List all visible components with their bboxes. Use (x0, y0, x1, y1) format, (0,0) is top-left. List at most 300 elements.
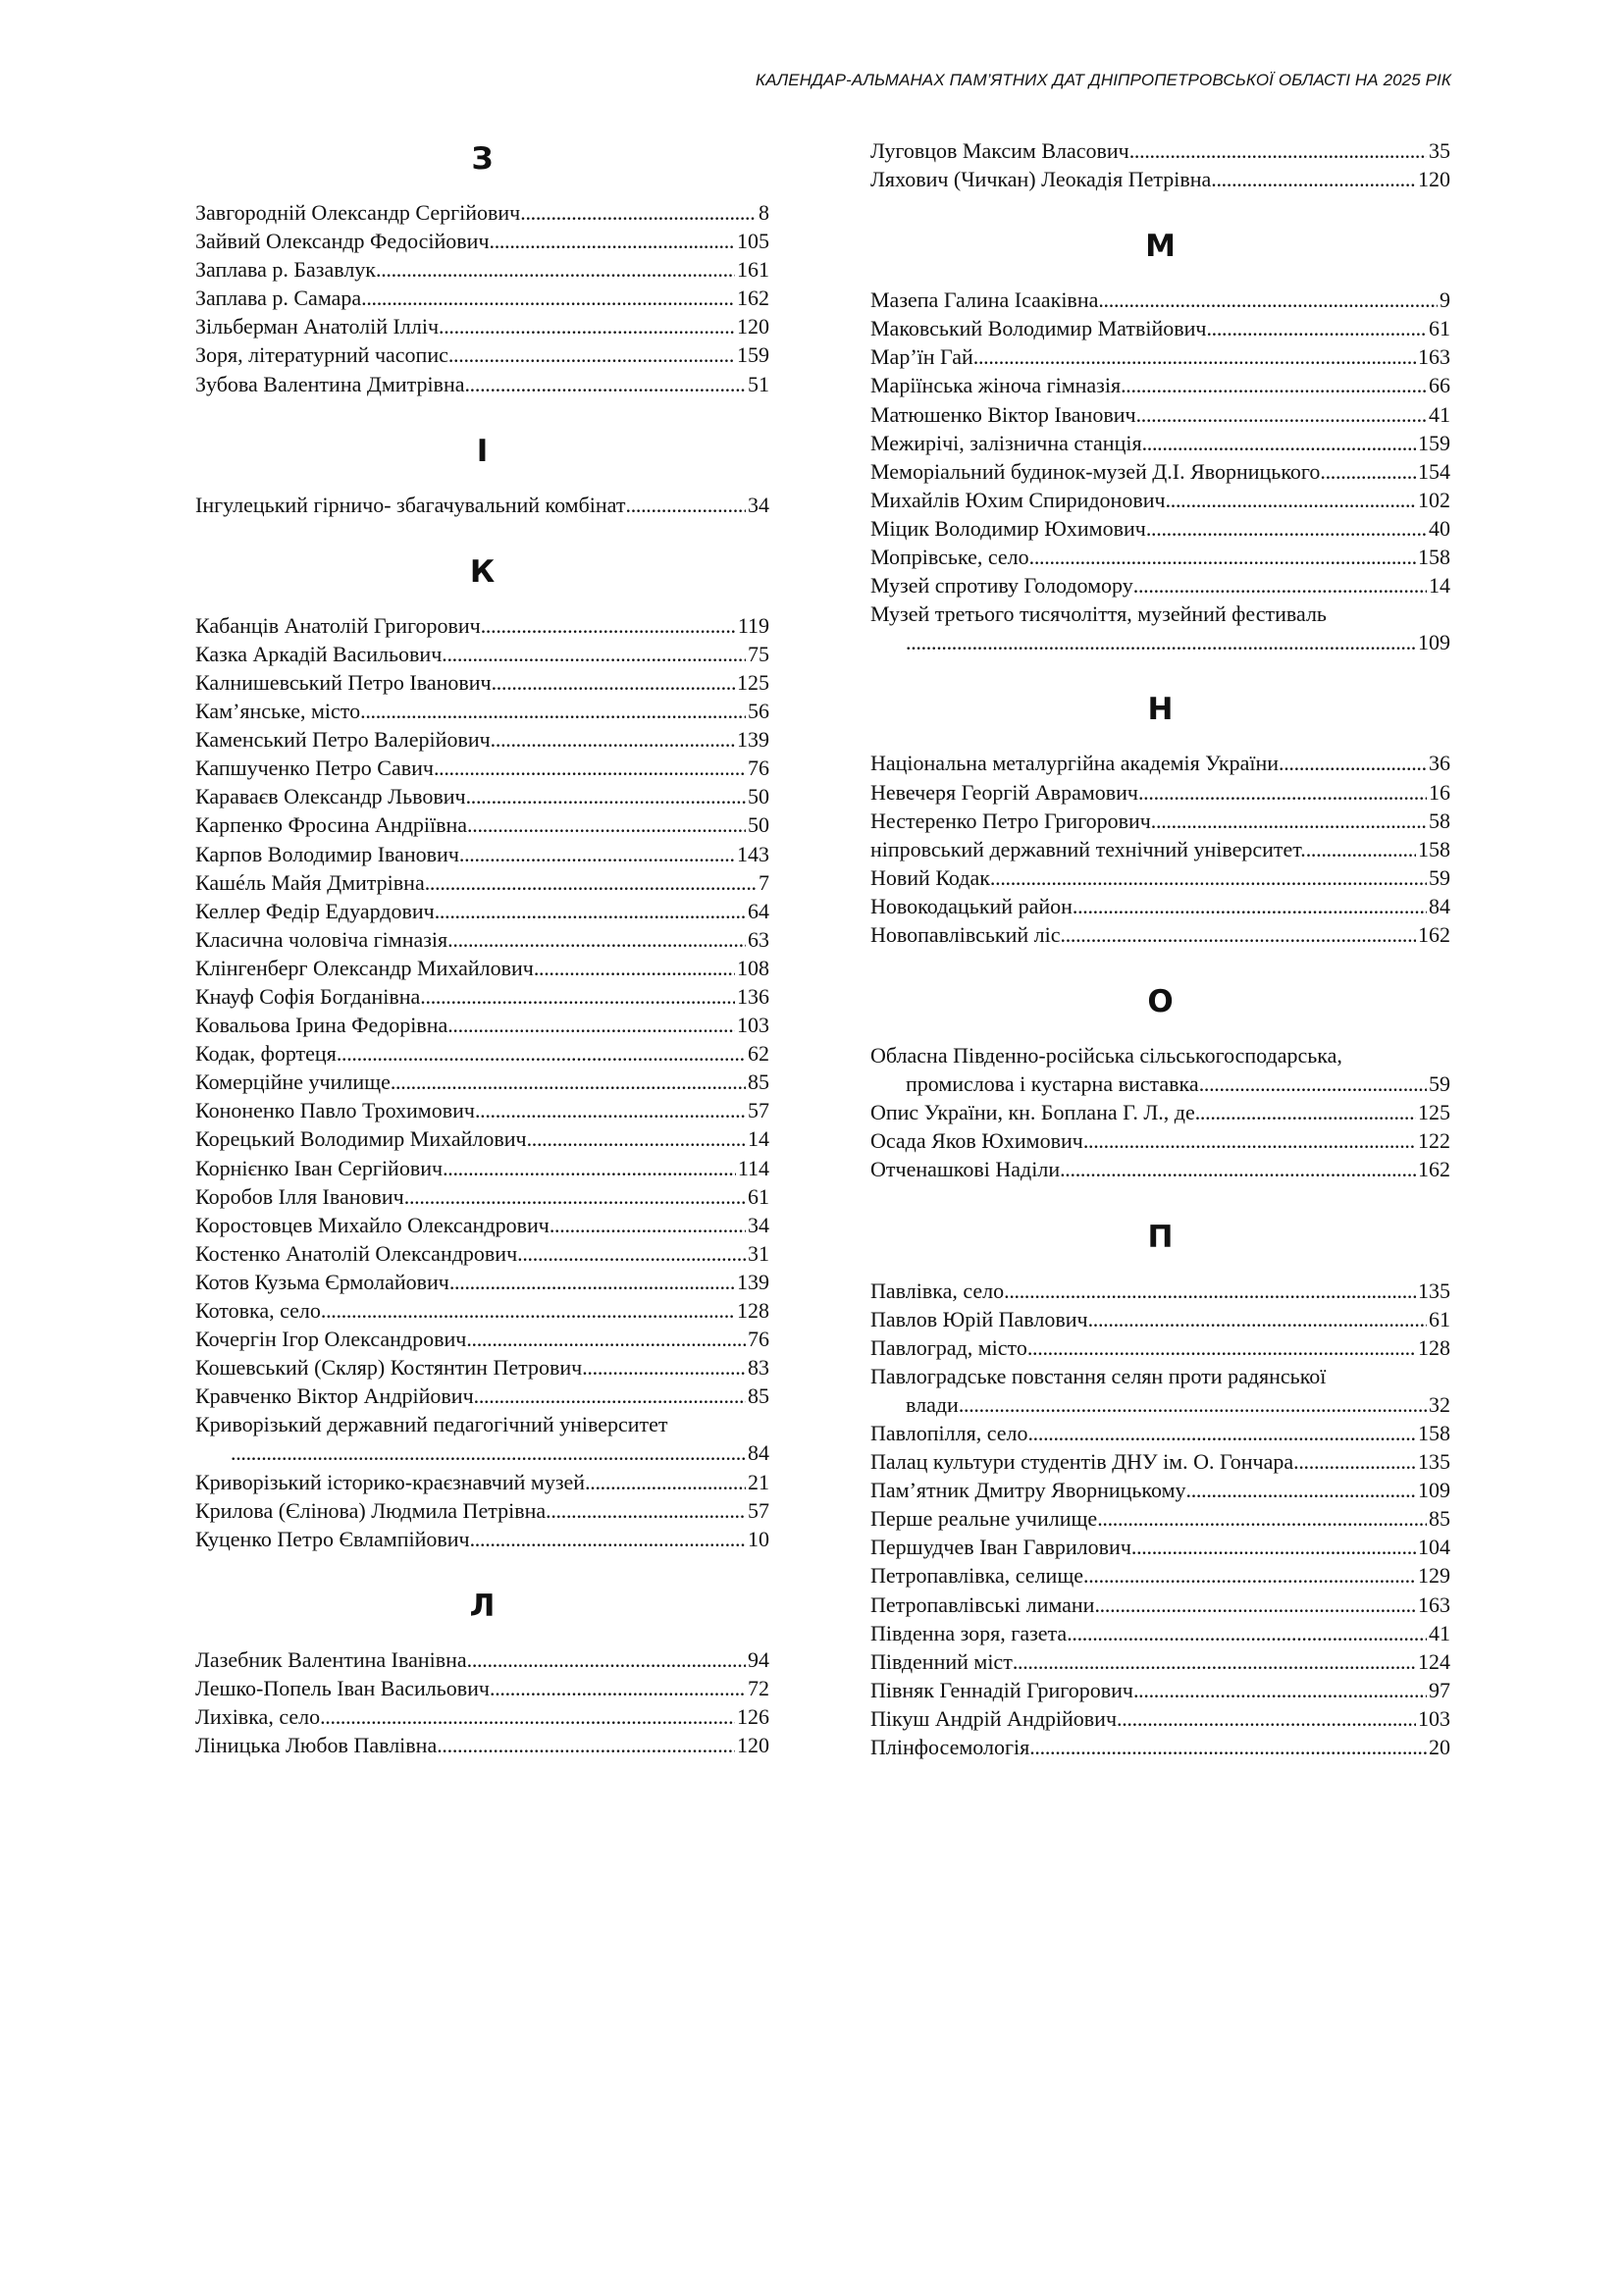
index-entry-page: 57 (748, 1497, 769, 1523)
index-entry (195, 284, 769, 312)
index-entry (195, 1096, 769, 1124)
index-entry-name: Невечеря Георгій Аврамович (870, 779, 1138, 805)
index-entry (870, 286, 1450, 314)
index-entry-name: Новопавлівський ліс (870, 921, 1061, 947)
index-entry-name: Меморіальний будинок-музей Д.І. Яворницького (870, 458, 1321, 484)
index-entry-name: Коробов Ілля Іванович (195, 1183, 404, 1209)
index-entry-page: 16 (1429, 779, 1450, 805)
index-entry-page: 84 (748, 1440, 769, 1466)
index-entry (195, 1702, 769, 1731)
index-entry-list (195, 491, 769, 519)
index-entry-page: 158 (1418, 1421, 1450, 1445)
index-entry-page: 8 (759, 200, 769, 225)
index-entry-page: 59 (1429, 864, 1450, 890)
dot-leader (1129, 136, 1427, 165)
index-entry-name: Нестеренко Петро Григорович (870, 808, 1151, 833)
index-entry (195, 1154, 769, 1182)
dot-leader (1121, 371, 1427, 399)
dot-leader (442, 640, 746, 668)
dot-leader (420, 982, 735, 1011)
index-entry-name: Кошевський (Скляр) Костянтин Петрович (195, 1355, 583, 1381)
section-letter-heading: П (1147, 1219, 1174, 1255)
index-entry-page: 120 (737, 314, 769, 339)
section-letter-heading: К (469, 553, 496, 590)
dot-leader (435, 897, 746, 925)
index-entry-name: Петропавлівка, селище (870, 1563, 1084, 1589)
index-entry-page: 57 (748, 1098, 769, 1123)
dot-leader (449, 1268, 735, 1296)
index-entry-name: Кононенко Павло Трохимович (195, 1098, 475, 1123)
index-entry-page: 97 (1429, 1677, 1450, 1702)
index-entry-name: Крилова (Єлінова) Людмила Петрівна (195, 1497, 547, 1523)
index-entry-name: Кашéль Майя Дмитрівна (195, 869, 425, 895)
index-entry-name: Мопрівське, село (870, 545, 1029, 570)
index-entry-name: Національна металургійна академія України (870, 751, 1280, 776)
continued-entry-list (870, 136, 1450, 193)
dot-leader (361, 284, 735, 312)
index-entry-page: 61 (1429, 316, 1450, 341)
dot-leader (1279, 749, 1427, 777)
index-entry-name: Кабанців Анатолій Григорович (195, 612, 481, 638)
index-entry-name: Півняк Геннадій Григорович (870, 1677, 1133, 1702)
index-entry-name: Новокодацький район (870, 893, 1073, 918)
index-entry-page: 126 (737, 1704, 769, 1730)
dot-leader (990, 863, 1427, 892)
index-entry-page: 128 (1418, 1334, 1450, 1360)
index-entry (195, 340, 769, 369)
index-entry (195, 925, 769, 954)
index-entry-list (870, 1041, 1450, 1183)
index-entry (195, 1645, 769, 1674)
index-entry-page: 58 (1429, 808, 1450, 833)
index-entry (195, 198, 769, 227)
index-entry-name: Осада Яков Юхимович (870, 1128, 1083, 1154)
index-entry-name: Павлоград, місто (870, 1334, 1027, 1360)
index-entry-page: 162 (737, 286, 769, 311)
index-entry-name: Першудчев Іван Гаврилович (870, 1535, 1131, 1560)
index-entry (870, 571, 1450, 600)
index-entry-name: Казка Аркадій Васильович (195, 641, 443, 666)
dot-leader (459, 840, 735, 868)
index-entry-page: 75 (748, 641, 769, 666)
index-entry (870, 314, 1450, 342)
index-entry (870, 1476, 1450, 1504)
index-entry-page: 129 (1418, 1563, 1450, 1589)
dot-leader (1146, 514, 1427, 543)
index-entry-name: Зільберман Анатолій Ілліч (195, 314, 440, 339)
index-entry-name: Клінгенберг Олександр Михайлович (195, 955, 534, 980)
dot-leader (527, 1124, 746, 1153)
index-entry (195, 227, 769, 255)
index-entry-name: Карпов Володимир Іванович (195, 841, 459, 866)
index-entry-name: Павлівка, село (870, 1278, 1005, 1303)
index-entry (195, 1496, 769, 1525)
index-entry-name: Заплава р. Базавлук (195, 257, 376, 283)
dot-leader (1186, 1476, 1416, 1504)
dot-leader (337, 1039, 746, 1068)
index-entry-page: 85 (1429, 1506, 1450, 1532)
index-entry-name: Палац культури студентів ДНУ ім. О. Гончара (870, 1449, 1294, 1475)
index-entry (870, 1333, 1450, 1362)
index-entry-name: Опис України, кн. Боплана Г. Л., де (870, 1100, 1195, 1125)
dot-leader (437, 1731, 735, 1759)
index-entry-page: 163 (1418, 344, 1450, 370)
dot-leader (447, 1011, 735, 1039)
index-entry-page: 162 (1418, 1157, 1450, 1182)
index-entry (195, 255, 769, 284)
index-entry (195, 1410, 769, 1467)
index-entry-page: 103 (737, 1013, 769, 1038)
index-entry-name: Інгулецький гірничо- збагачувальний комбінат (195, 492, 626, 517)
dot-leader (1027, 1333, 1416, 1362)
index-entry-name: Ковальова Ірина Федорівна (195, 1013, 448, 1038)
dot-leader (534, 954, 735, 982)
index-entry-page: 41 (1429, 401, 1450, 427)
index-section (195, 1585, 769, 1759)
dot-leader (492, 668, 735, 697)
section-letter-heading: О (1147, 984, 1174, 1020)
dot-leader (231, 1438, 746, 1467)
dot-leader (1073, 892, 1427, 920)
index-entry-name: Куценко Петро Євлампійович (195, 1526, 470, 1551)
index-entry-page: 76 (748, 756, 769, 781)
index-entry-page: 135 (1418, 1449, 1450, 1475)
index-entry (870, 1041, 1450, 1098)
dot-leader (585, 1468, 746, 1496)
index-entry-name: Луговцов Максим Власович (870, 138, 1129, 163)
index-entry-name: Кравченко Віктор Андрійович (195, 1383, 474, 1409)
index-entry-list (870, 1277, 1450, 1762)
dot-leader (466, 782, 746, 810)
index-entry-list (195, 611, 769, 1553)
index-entry-page: 159 (737, 342, 769, 368)
index-entry (195, 697, 769, 725)
section-letter-heading: З (471, 141, 494, 177)
index-entry (195, 1011, 769, 1039)
index-entry (870, 892, 1450, 920)
index-entry-name: Павлов Юрій Павлович (870, 1306, 1088, 1331)
dot-leader (1195, 1098, 1416, 1126)
index-entry-page: 124 (1418, 1648, 1450, 1674)
index-entry-page: 158 (1418, 836, 1450, 861)
index-entry (195, 868, 769, 897)
dot-leader (973, 342, 1416, 371)
index-entry-page: 14 (1429, 573, 1450, 599)
index-entry (195, 897, 769, 925)
index-entry (195, 1468, 769, 1496)
index-entry-name: Лешко-Попель Іван Васильович (195, 1675, 490, 1700)
index-entry-name: Мазепа Галина Ісааківна (870, 287, 1099, 313)
index-entry-page: 109 (1418, 630, 1450, 655)
index-entry (195, 810, 769, 839)
index-entry (870, 1155, 1450, 1183)
dot-leader (466, 1325, 746, 1353)
index-entry (870, 1419, 1450, 1447)
index-entry (870, 1447, 1450, 1476)
index-entry-page: 61 (748, 1183, 769, 1209)
dot-leader (467, 810, 746, 839)
dot-leader (1097, 1504, 1427, 1533)
index-entry-name: Кам’янське, місто (195, 699, 361, 724)
index-entry-page: 104 (1418, 1535, 1450, 1560)
index-entry-page: 120 (1418, 167, 1450, 192)
index-entry-page: 122 (1418, 1128, 1450, 1154)
index-entry (870, 165, 1450, 193)
index-entry-page: 84 (1429, 893, 1450, 918)
dot-leader (1060, 1155, 1416, 1183)
index-entry (195, 1296, 769, 1325)
left-column (195, 137, 769, 1791)
index-entry (870, 1591, 1450, 1619)
dot-leader (425, 868, 757, 897)
dot-leader (467, 1645, 746, 1674)
index-entry (870, 543, 1450, 571)
index-entry (870, 400, 1450, 429)
dot-leader (1098, 286, 1438, 314)
dot-leader (1133, 571, 1427, 600)
section-letter-heading: Н (1147, 692, 1174, 728)
index-entry (870, 1561, 1450, 1590)
index-entry (870, 1126, 1450, 1155)
index-entry-name: Михайлів Юхим Спиридонович (870, 487, 1166, 512)
index-entry-name: Караваєв Олександр Львович (195, 784, 466, 809)
dot-leader (474, 1382, 746, 1410)
index-entry-page: 36 (1429, 751, 1450, 776)
section-letter-heading: Л (469, 1588, 496, 1624)
dot-leader (1029, 1733, 1427, 1761)
index-entry-name-continuation: влади (906, 1391, 959, 1417)
dot-leader (1306, 835, 1416, 863)
index-entry (195, 668, 769, 697)
index-entry (870, 749, 1450, 777)
index-section (870, 688, 1450, 949)
dot-leader (448, 340, 735, 369)
index-entry-name: Корнієнко Іван Сергійович (195, 1155, 444, 1180)
dot-leader (582, 1353, 746, 1382)
index-entry-page: 50 (748, 784, 769, 809)
index-entry (195, 491, 769, 519)
index-entry-page: 125 (737, 669, 769, 695)
index-entry (195, 1525, 769, 1553)
dot-leader (959, 1390, 1427, 1419)
index-entry-name: Пам’ятник Дмитру Яворницькому (870, 1478, 1186, 1503)
index-entry-page: 59 (1429, 1071, 1450, 1097)
dot-leader (1211, 165, 1416, 193)
index-entry-name: Обласна Південно-російська сільськогосподарська, (870, 1043, 1342, 1069)
index-entry-page: 7 (759, 869, 769, 895)
index-entry (870, 371, 1450, 399)
index-entry (195, 725, 769, 754)
index-entry-page: 76 (748, 1327, 769, 1352)
index-entry-page: 9 (1440, 287, 1450, 313)
index-entry-name: Завгородній Олександр Сергійович (195, 200, 521, 225)
dot-leader (1027, 1419, 1416, 1447)
index-entry-name: Криворізький історико-краєзнавчий музей (195, 1469, 586, 1494)
index-entry (195, 954, 769, 982)
index-entry-name: Межирічі, залізнична станція (870, 430, 1142, 455)
index-entry-name: Південний міст (870, 1648, 1013, 1674)
index-entry-name: Капшученко Петро Савич (195, 756, 434, 781)
index-entry-name: Кочергін Ігор Олександрович (195, 1327, 467, 1352)
running-header: КАЛЕНДАР-АЛЬМАНАХ ПАМ’ЯТНИХ ДАТ ДНІПРОПЕТРОВСЬКОЇ ОБЛАСТІ НА 2025 РІК (755, 71, 1451, 89)
index-entry (870, 1619, 1450, 1647)
index-entry-name: ніпровський державний технічний університет. (870, 836, 1306, 861)
index-entry-name: Маріїнська жіноча гімназія (870, 373, 1122, 398)
index-entry-page: 51 (748, 371, 769, 396)
dot-leader (1029, 543, 1416, 571)
index-entry (195, 1068, 769, 1096)
dot-leader (546, 1496, 746, 1525)
index-entry-page: 34 (748, 492, 769, 517)
index-entry-name: Корецький Володимир Михайлович (195, 1126, 527, 1152)
index-entry (195, 840, 769, 868)
index-entry-page: 102 (1418, 487, 1450, 512)
index-entry-name: Кнауф Софія Богданівна (195, 983, 421, 1009)
dot-leader (475, 1096, 746, 1124)
dot-leader (1117, 1704, 1416, 1733)
dot-leader (439, 312, 735, 340)
index-entry-name: Лихівка, село (195, 1704, 321, 1730)
dot-leader (1083, 1561, 1416, 1590)
dot-leader (404, 1182, 746, 1211)
index-entry-name: Павлопілля, село (870, 1421, 1028, 1445)
dot-leader (1083, 1126, 1416, 1155)
index-entry-page: 62 (748, 1041, 769, 1067)
index-entry-name: Плінфосемологія (870, 1735, 1030, 1760)
index-entry (870, 1504, 1450, 1533)
index-entry-page: 143 (737, 841, 769, 866)
dot-leader (550, 1211, 746, 1239)
index-entry (870, 342, 1450, 371)
index-entry-page: 10 (748, 1526, 769, 1551)
index-entry-name: Павлоградське повстання селян проти радянської (870, 1363, 1327, 1388)
index-entry-page: 162 (1418, 921, 1450, 947)
dot-leader (490, 1674, 746, 1702)
index-entry-page: 114 (737, 1155, 769, 1180)
index-entry (870, 835, 1450, 863)
index-section (870, 980, 1450, 1183)
index-entry-page: 50 (748, 812, 769, 838)
index-entry-name: Південна зоря, газета (870, 1620, 1068, 1645)
index-entry-page: 136 (737, 983, 769, 1009)
index-entry (195, 611, 769, 640)
index-entry-name: Комерційне училище (195, 1069, 391, 1095)
dot-leader (1094, 1591, 1416, 1619)
index-entry-page: 14 (748, 1126, 769, 1152)
dot-leader (464, 370, 746, 398)
index-entry (195, 1039, 769, 1068)
index-entry-page: 32 (1429, 1391, 1450, 1417)
index-entry-name: Котовка, село (195, 1298, 321, 1323)
dot-leader (391, 1068, 746, 1096)
index-entry-name: Матюшенко Віктор Іванович (870, 401, 1136, 427)
index-entry (195, 782, 769, 810)
dot-leader (1004, 1277, 1416, 1305)
index-entry (195, 1325, 769, 1353)
index-entry-page: 94 (748, 1646, 769, 1672)
index-entry-page: 72 (748, 1675, 769, 1700)
dot-leader (1136, 400, 1427, 429)
index-entry-page: 154 (1418, 458, 1450, 484)
dot-leader (1320, 457, 1416, 486)
index-entry (870, 486, 1450, 514)
index-entry-name: Петропавлівські лимани (870, 1591, 1095, 1617)
index-entry (870, 1305, 1450, 1333)
right-column (870, 137, 1450, 1793)
index-section (195, 137, 769, 398)
index-entry (870, 778, 1450, 807)
dot-leader (517, 1239, 746, 1268)
index-entry (870, 1733, 1450, 1761)
dot-leader (481, 611, 736, 640)
dot-leader (1138, 778, 1427, 807)
index-entry (195, 1382, 769, 1410)
index-entry-name: Класична чоловіча гімназія (195, 926, 448, 952)
index-entry-page: 85 (748, 1069, 769, 1095)
index-entry (870, 1277, 1450, 1305)
index-entry-name: Зайвий Олександр Федосійович (195, 229, 490, 254)
index-entry-page: 40 (1429, 515, 1450, 541)
index-entry-name: Котов Кузьма Єрмолайович (195, 1269, 449, 1294)
dot-leader (626, 491, 747, 519)
dot-leader (443, 1154, 736, 1182)
index-section (870, 1216, 1450, 1762)
index-entry-page: 159 (1418, 430, 1450, 455)
index-entry (870, 807, 1450, 835)
index-entry (195, 640, 769, 668)
dot-leader (1067, 1619, 1427, 1647)
index-entry-page: 120 (737, 1733, 769, 1758)
index-entry-page: 21 (748, 1469, 769, 1494)
index-entry (870, 1533, 1450, 1561)
index-entry-page: 41 (1429, 1620, 1450, 1645)
dot-leader (1133, 1676, 1427, 1704)
dot-leader (1293, 1447, 1416, 1476)
index-entry (195, 754, 769, 782)
index-entry-name: Калнишевський Петро Іванович (195, 669, 492, 695)
dot-leader (490, 227, 735, 255)
index-entry-page: 108 (737, 955, 769, 980)
index-entry-name: Келлер Федір Едуардович (195, 898, 435, 923)
index-entry-name: Карпенко Фросина Андріївна (195, 812, 468, 838)
index-entry-name: Костенко Анатолій Олександрович (195, 1240, 518, 1266)
index-entry-name: Кодак, фортеця (195, 1041, 337, 1067)
index-entry-page: 85 (748, 1383, 769, 1409)
index-entry (870, 920, 1450, 949)
index-entry-page: 20 (1429, 1735, 1450, 1760)
index-entry (870, 1676, 1450, 1704)
index-entry (870, 514, 1450, 543)
dot-leader (491, 725, 735, 754)
index-entry-page: 83 (748, 1355, 769, 1381)
index-entry-list (195, 198, 769, 398)
index-entry-page: 35 (1429, 138, 1450, 163)
index-entry-name-continuation: промислова і кустарна виставка (906, 1071, 1199, 1097)
index-entry-page: 64 (748, 898, 769, 923)
index-entry-name: Міцик Володимир Юхимович (870, 515, 1146, 541)
index-entry-page: 125 (1418, 1100, 1450, 1125)
index-entry-name: Пікуш Андрій Андрійович (870, 1705, 1118, 1731)
dot-leader (434, 754, 746, 782)
section-letter-heading: І (476, 433, 489, 469)
dot-leader (320, 1702, 735, 1731)
dot-leader (1206, 314, 1427, 342)
index-entry-list (870, 286, 1450, 656)
index-entry-page: 56 (748, 699, 769, 724)
index-entry (870, 863, 1450, 892)
index-entry-name: Мар’їн Гай (870, 344, 973, 370)
index-entry-page: 139 (737, 727, 769, 753)
